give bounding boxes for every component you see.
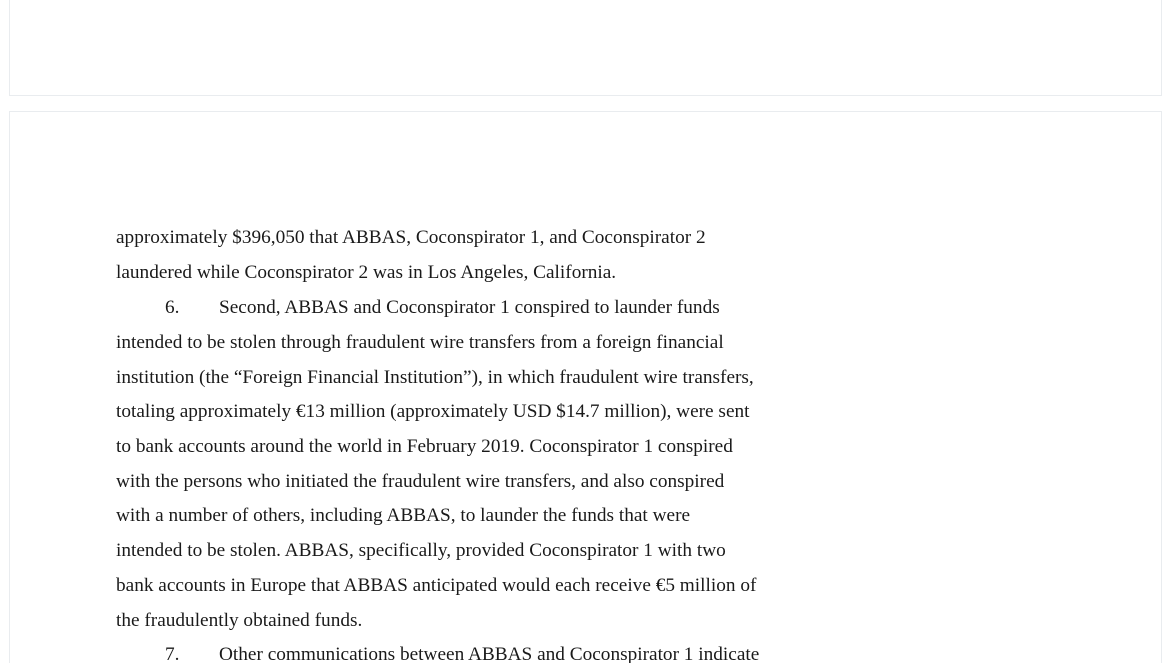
paragraph-7-first-line — [116, 643, 759, 663]
paragraph-number: 7. — [165, 644, 180, 663]
document-page — [9, 111, 1162, 663]
paragraph-6-first-line — [116, 296, 720, 320]
text-line: approximately $396,050 that ABBAS, Coconspirator 1, and Coconspirator 2 — [116, 227, 706, 248]
paragraph-number: 6. — [165, 297, 180, 318]
text-line: totaling approximately €13 million (approximately USD $14.7 million), were sent — [116, 401, 750, 422]
text-line: to bank accounts around the world in February 2019. Coconspirator 1 conspired — [116, 436, 733, 457]
text-line: intended to be stolen. ABBAS, specifically, provided Coconspirator 1 with two — [116, 540, 726, 561]
text-line: institution (the “Foreign Financial Institution”), in which fraudulent wire transfers, — [116, 367, 754, 388]
text-line: intended to be stolen through fraudulent wire transfers from a foreign financial — [116, 332, 724, 353]
text-line: the fraudulently obtained funds. — [116, 610, 363, 631]
text-line: Other communications between ABBAS and Coconspirator 1 indicate — [219, 644, 760, 663]
text-line: bank accounts in Europe that ABBAS anticipated would each receive €5 million of — [116, 575, 757, 596]
text-line: with a number of others, including ABBAS, to launder the funds that were — [116, 505, 691, 526]
text-line: with the persons who initiated the fraudulent wire transfers, and also conspired — [116, 471, 725, 492]
text-line: Second, ABBAS and Coconspirator 1 conspired to launder funds — [219, 297, 720, 318]
text-line: laundered while Coconspirator 2 was in Los Angeles, California. — [116, 262, 617, 283]
previous-page — [9, 0, 1162, 96]
